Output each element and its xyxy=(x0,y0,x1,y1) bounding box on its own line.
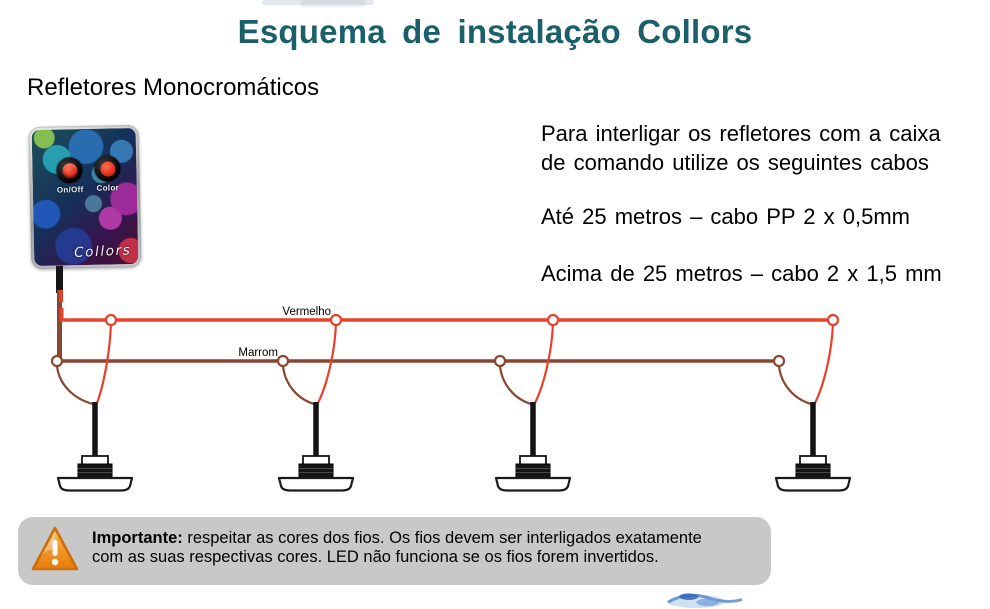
collors-logo: Collors xyxy=(73,242,132,261)
on-off-button-label: On/Off xyxy=(56,185,84,195)
command-box-cable xyxy=(56,266,63,293)
reflector-brown-drop-wire xyxy=(57,366,93,404)
cable-instructions-intro xyxy=(541,119,981,177)
color-button xyxy=(94,155,121,193)
color-push-button xyxy=(100,161,115,176)
page-title: Esquema de instalação Collors xyxy=(237,13,753,50)
color-button-label: Color xyxy=(96,183,120,193)
reflector-brown-drop-wire xyxy=(779,366,811,404)
brown-wire-label: Marrom xyxy=(238,347,278,359)
red-wire-node xyxy=(828,315,838,325)
reflector-red-drop-wire xyxy=(815,323,833,403)
red-wire-node xyxy=(548,315,558,325)
reflector-body xyxy=(279,478,353,491)
warning-text xyxy=(92,529,762,567)
brown-wire-node xyxy=(278,356,288,366)
on-off-button-bezel xyxy=(57,157,84,184)
control-box-face xyxy=(32,128,139,266)
brown-wire-node xyxy=(52,356,62,366)
top-edge-artifact xyxy=(300,0,366,7)
reflector-collar xyxy=(520,456,546,465)
intro-line-1: Para interligar os refletores com a caixa xyxy=(541,121,941,146)
cable-spec-long: Acima de 25 metros – cabo 2 x 1,5 mm xyxy=(541,261,942,286)
reflector-collar xyxy=(82,456,108,465)
reflector-body xyxy=(776,478,850,491)
warning-line-1-rest: respeitar as cores dos fios. Os fios devem ser interligados exatamente xyxy=(182,529,702,547)
reflector-mount xyxy=(516,464,550,478)
brown-wire-node xyxy=(774,356,784,366)
reflector-collar xyxy=(303,456,329,465)
intro-line-2: de comando utilize os seguintes cabos xyxy=(541,150,929,175)
section-subtitle: Refletores Monocromáticos xyxy=(27,74,320,101)
reflector-collar xyxy=(800,456,826,465)
reflector-red-drop-wire xyxy=(97,323,111,403)
on-off-rocker-switch xyxy=(62,163,77,178)
wire-layer xyxy=(52,290,850,491)
on-off-button xyxy=(56,157,83,195)
reflector-mount xyxy=(796,464,830,478)
color-button-bezel xyxy=(94,155,121,182)
reflector-body xyxy=(496,478,570,491)
control-box-photo xyxy=(29,125,142,269)
control-box-shell xyxy=(29,125,142,269)
reflector-mount xyxy=(78,464,112,478)
red-wire-node xyxy=(331,315,341,325)
brown-wire-node xyxy=(495,356,505,366)
red-wire-node xyxy=(106,315,116,325)
reflector-mount xyxy=(299,464,333,478)
reflector-brown-drop-wire xyxy=(283,366,314,404)
reflector-red-drop-wire xyxy=(318,323,336,403)
warning-line-1 xyxy=(92,529,762,548)
water-splash-image xyxy=(648,590,758,609)
reflector-body xyxy=(58,478,132,491)
cable-spec-short: Até 25 metros – cabo PP 2 x 0,5mm xyxy=(541,204,910,229)
warning-line-2: com as suas respectivas cores. LED não funciona se os fios forem invertidos. xyxy=(92,548,659,566)
warning-triangle-icon xyxy=(29,524,81,576)
warning-banner xyxy=(18,517,771,585)
reflector-brown-drop-wire xyxy=(500,366,531,404)
warning-label: Importante: xyxy=(92,529,183,547)
red-wire-label: Vermelho xyxy=(282,306,331,318)
reflector-red-drop-wire xyxy=(535,323,553,403)
